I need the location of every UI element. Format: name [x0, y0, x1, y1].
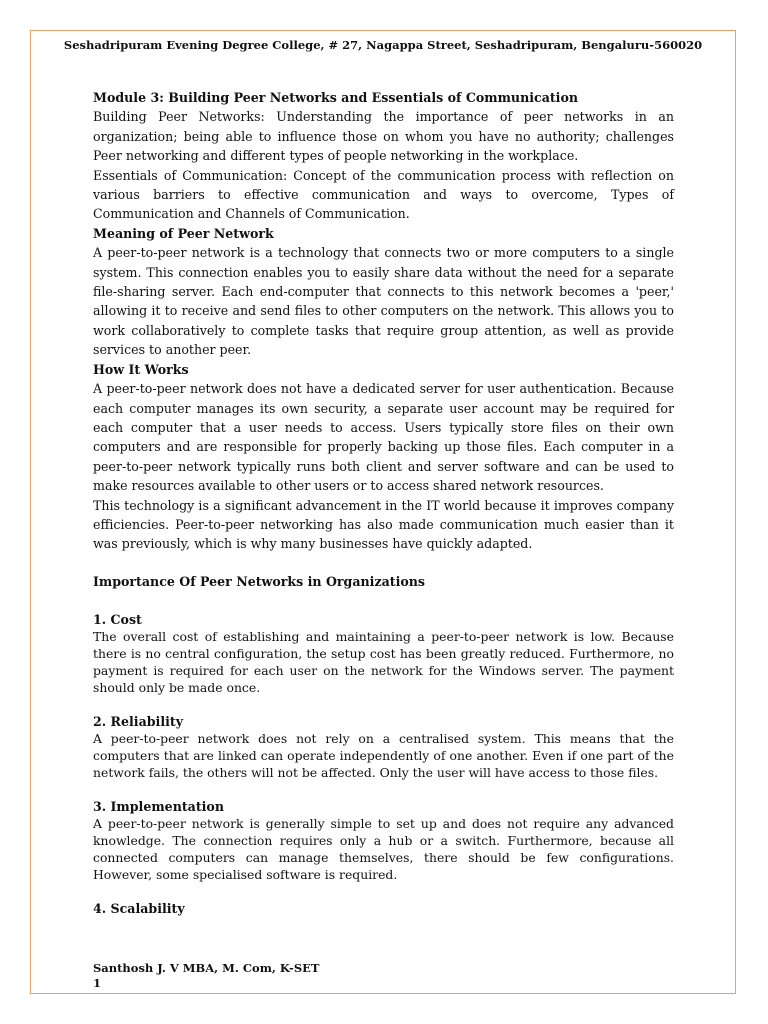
meaning-heading: Meaning of Peer Network	[93, 225, 274, 241]
how-paragraph-1: A peer-to-peer network does not have a dedicated server for user authentication. Because each computer manages its own security, a separate user account may be required for each computer that a user needs to access. Users typically store files on their own computers and are responsible for properly backing up those files. Each computer in a peer-to-peer network typically runs both client and server software and can be used to make resources available to other users or to access shared network resources.	[93, 381, 674, 494]
item-title: 2. Reliability	[93, 714, 184, 730]
item-title: 1. Cost	[93, 612, 142, 628]
list-item-implementation	[93, 798, 674, 883]
page-footer	[93, 961, 319, 991]
module-title: Module 3: Building Peer Networks and Essentials of Communication	[93, 90, 579, 105]
item-text: The overall cost of establishing and maintaining a peer-to-peer network is low. Because there is no central configuration, the setup cost has been greatly reduced. Furthermore, no payment is required for each user on the network for the Windows server. The payment should only be made once.	[93, 629, 674, 696]
importance-heading: Importance Of Peer Networks in Organizations	[93, 573, 426, 589]
footer-author: Santhosh J. V MBA, M. Com, K-SET	[93, 961, 320, 975]
item-text: A peer-to-peer network does not rely on a centralised system. This means that the computers that are linked can operate independently of one another. Even if one part of the network fails, the others will not be affected. Only the user will have access to those files.	[93, 731, 674, 781]
how-paragraph-2: This technology is a significant advancement in the IT world because it improves company efficiencies. Peer-to-peer networking has also made communication much easier than it was previously, which is why many businesses have quickly adapted.	[93, 497, 674, 552]
page-header: Seshadripuram Evening Degree College, # 27, Nagappa Street, Seshadripuram, Bengaluru-560020	[63, 38, 703, 52]
list-item-cost	[93, 611, 674, 696]
list-item-reliability	[93, 713, 674, 781]
meaning-paragraph: A peer-to-peer network is a technology that connects two or more computers to a single system. This connection enables you to easily share data without the need for a separate file-sharing server. Each end-computer that connects to this network becomes a 'peer,' allowing it to receive and send files to other computers on the network. This allows you to work collaboratively to complete tasks that require group attention, as well as provide services to another peer.	[93, 245, 674, 358]
intro-paragraph-1: Building Peer Networks: Understanding the importance of peer networks in an organization; being able to influence those on whom you have no authority; challenges Peer networking and different types of people networking in the workplace.	[93, 109, 674, 164]
item-title: 3. Implementation	[93, 799, 224, 815]
item-title: 4. Scalability	[93, 901, 185, 917]
list-item-scalability	[93, 900, 674, 917]
page-number: 1	[93, 976, 102, 990]
item-text: A peer-to-peer network is generally simple to set up and does not require any advanced knowledge. The connection requires only a hub or a switch. Furthermore, because all connected computers can manage themselves, there should be few configurations. However, some specialised software is required.	[93, 816, 674, 883]
document-body	[93, 88, 674, 917]
intro-paragraph-2: Essentials of Communication: Concept of the communication process with reflection on various barriers to effective communication and ways to overcome, Types of Communication and Channels of Communication.	[93, 167, 674, 222]
how-it-works-heading: How It Works	[93, 361, 189, 377]
